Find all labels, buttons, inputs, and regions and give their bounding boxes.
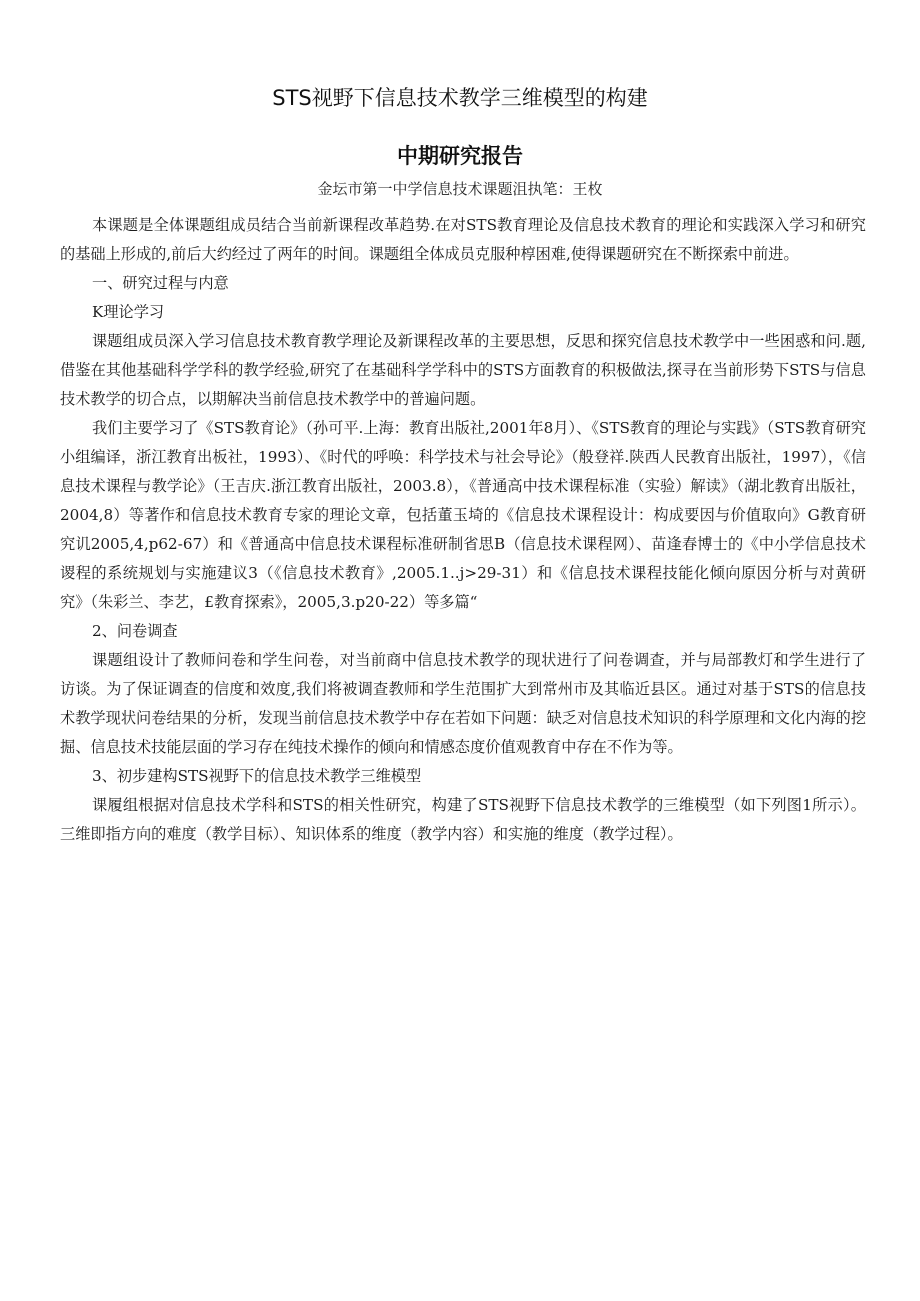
intro-paragraph: 本课题是全体课题组成员结合当前新课程改革趋势.在对STS教育理论及信息技术教育的理论和实践深入学习和研究的基础上形成的,前后大约经过了两年的时间。课题组全体成员克服种椁困难,使得课题研究在不断探索中前进。 <box>60 216 866 263</box>
subheading-model: 3、初步建构STS视野下的信息技术教学三维模型 <box>92 767 422 785</box>
author-byline: 金坛市第一中学信息技术课题沮执笔：王枚 <box>317 180 603 198</box>
subheading-theory-study: K理论学习 <box>92 303 165 321</box>
theory-paragraph-2: 我们主要学习了《STS教育论》（孙可平.上海：教育出版社,2001年8月）、《STS教育的理论与实践》（STS教育研究小组编译，浙江教育出板社，1993）、《时代的呼唤：科学技术与社会导论》（般登祥.陕西人民教育出版社，1997），《信息技术课程与教学论》（王吉庆.浙江教育出版社，2003.8），《普通高中技术课程标准（实验）解读》（湖北教育出版社，2004,8）等著作和信息技术教育专家的理论文章，包括董玉埼的《信息技术课程设计：构成要因与价值取向》G教育研究讥2005,4,p62-67）和《普通高中信息技术课程标准研制省思B（信息技术课程网）、苗逢春博士的《中小学信息技术谡程的系统规划与实施建议3（《信息技术教育》,2005.1..j>29-31）和《信息技术课程技能化倾向原因分析与对黄研究》（朱彩兰、李艺，£教育探索》，2005,3.p20-22）等多篇“ <box>60 419 866 611</box>
document-body <box>60 211 866 849</box>
theory-paragraph-1: 课题组成员深入学习信息技术教育教学理论及新课程改革的主要思想，反思和探究信息技术教学中一些困惑和问.题,借鉴在其他基础科学学科的教学经验,研究了在基础科学学科中的STS方面教育的积极做法,探寻在当前形势下STS与信息技术教学的切合点，以期解决当前信息技术教学中的普遍问题。 <box>60 332 866 408</box>
survey-paragraph: 课题组设计了教师问卷和学生问卷，对当前商中信息技术教学的现状进行了问卷调查，并与局部教灯和学生进行了访谈。为了保证调查的信度和效度,我们将被调查教师和学生范围扩大到常州市及其临近县区。通过对基于STS的信息技术教学现状问卷结果的分析，发现当前信息技术教学中存在若如下问题：缺乏对信息技术知识的科学原理和文化内海的挖掘、信息技术技能层面的学习存在纯技术操作的倾向和情感态度价值观教育中存在不作为等。 <box>60 651 866 756</box>
subheading-survey: 2、问卷调查 <box>92 622 178 640</box>
model-paragraph: 课履组根据对信息技术学科和STS的相关性研究，构建了STS视野下信息技术教学的三维模型（如下列图1所示）。三维即指方向的难度（教学目标）、知识体系的维度（教学内容）和实施的维度（教学过程）。 <box>60 796 866 843</box>
document-title: STS视野下信息技术教学三维模型的构建 <box>272 86 648 110</box>
section-heading-process: 一、研究过程与内意 <box>92 274 229 292</box>
document-subtitle: 中期研究报告 <box>397 144 523 168</box>
